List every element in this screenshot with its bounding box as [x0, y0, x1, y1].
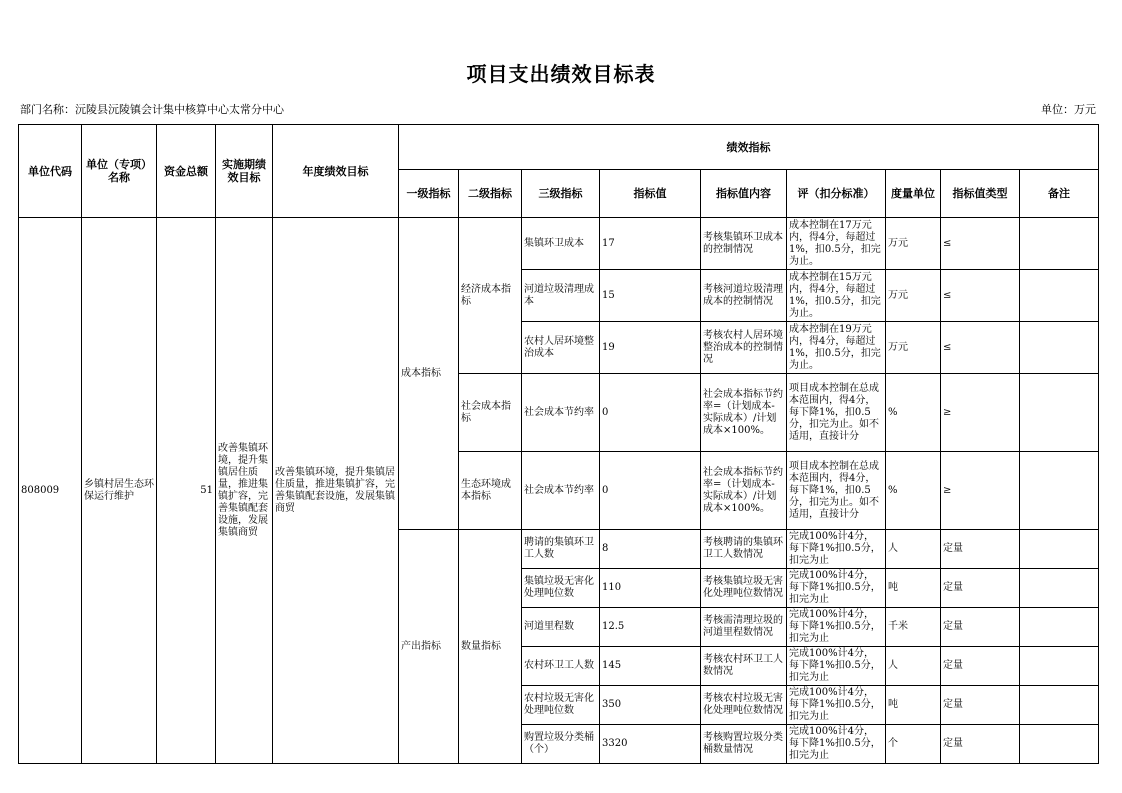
content-cell: 考核河道垃圾清理成本的控制情况 — [701, 270, 787, 322]
performance-table — [18, 124, 1099, 764]
header-level3: 三级指标 — [522, 170, 600, 218]
header-remark: 备注 — [1020, 170, 1099, 218]
total-funds-cell: 51 — [157, 218, 216, 764]
level3-cell: 聘请的集镇环卫工人数 — [522, 530, 600, 569]
remark-cell — [1020, 530, 1099, 569]
remark-cell — [1020, 374, 1099, 452]
level3-cell: 社会成本节约率 — [522, 452, 600, 530]
header-content: 指标值内容 — [701, 170, 787, 218]
type-cell: ≤ — [941, 270, 1020, 322]
unit-cell: % — [886, 374, 941, 452]
type-cell: 定量 — [941, 569, 1020, 608]
type-cell: 定量 — [941, 608, 1020, 647]
value-cell: 350 — [600, 686, 701, 725]
level3-cell: 农村环卫工人数 — [522, 647, 600, 686]
level3-cell: 购置垃圾分类桶（个） — [522, 725, 600, 764]
value-cell: 0 — [600, 374, 701, 452]
level2-economic-cell: 经济成本指标 — [459, 218, 522, 374]
remark-cell — [1020, 322, 1099, 374]
unit-name-cell: 乡镇村居生态环保运行维护 — [82, 218, 157, 764]
scoring-cell: 项目成本控制在总成本范围内，得4分，每下降1%，扣0.5分，扣完为止。如不适用，直接计分 — [787, 452, 886, 530]
level3-cell: 河道里程数 — [522, 608, 600, 647]
content-cell: 考核集镇垃圾无害化处理吨位数情况 — [701, 569, 787, 608]
scoring-cell: 完成100%计4分，每下降1%扣0.5分，扣完为止 — [787, 569, 886, 608]
header-value-type: 指标值类型 — [941, 170, 1020, 218]
unit-cell: 万元 — [886, 270, 941, 322]
value-cell: 15 — [600, 270, 701, 322]
remark-cell — [1020, 647, 1099, 686]
content-cell: 考核农村人居环境整治成本的控制情况 — [701, 322, 787, 374]
level3-cell: 社会成本节约率 — [522, 374, 600, 452]
value-cell: 3320 — [600, 725, 701, 764]
header-scoring: 评（扣分标准） — [787, 170, 886, 218]
level3-cell: 河道垃圾清理成本 — [522, 270, 600, 322]
remark-cell — [1020, 686, 1099, 725]
value-cell: 110 — [600, 569, 701, 608]
value-cell: 145 — [600, 647, 701, 686]
type-cell: 定量 — [941, 647, 1020, 686]
scoring-cell: 项目成本控制在总成本范围内，得4分，每下降1%，扣0.5分，扣完为止。如不适用，直接计分 — [787, 374, 886, 452]
header-value: 指标值 — [600, 170, 701, 218]
value-cell: 12.5 — [600, 608, 701, 647]
unit-cell: 个 — [886, 725, 941, 764]
unit-cell: 万元 — [886, 322, 941, 374]
level3-cell: 集镇环卫成本 — [522, 218, 600, 270]
type-cell: ≤ — [941, 218, 1020, 270]
header-period-goal: 实施期绩效目标 — [216, 125, 273, 218]
scoring-cell: 完成100%计4分，每下降1%扣0.5分，扣完为止 — [787, 725, 886, 764]
level2-quantity-cell: 数量指标 — [459, 530, 522, 764]
unit-label: 单位：万元 — [1041, 103, 1096, 116]
value-cell: 0 — [600, 452, 701, 530]
value-cell: 8 — [600, 530, 701, 569]
content-cell: 考核农村垃圾无害化处理吨位数情况 — [701, 686, 787, 725]
level2-social-cell: 社会成本指标 — [459, 374, 522, 452]
content-cell: 社会成本指标节约率=（计划成本-实际成本）/计划成本×100%。 — [701, 374, 787, 452]
level3-cell: 农村垃圾无害化处理吨位数 — [522, 686, 600, 725]
unit-cell: 人 — [886, 647, 941, 686]
table-row — [19, 218, 1099, 270]
value-cell: 19 — [600, 322, 701, 374]
content-cell: 社会成本指标节约率=（计划成本-实际成本）/计划成本×100%。 — [701, 452, 787, 530]
content-cell: 考核聘请的集镇环卫工人数情况 — [701, 530, 787, 569]
annual-goal-cell: 改善集镇环境，提升集镇居住质量，推进集镇扩容，完善集镇配套设施，发展集镇商贸 — [273, 218, 399, 764]
type-cell: 定量 — [941, 530, 1020, 569]
unit-cell: % — [886, 452, 941, 530]
unit-cell: 人 — [886, 530, 941, 569]
content-cell: 考核农村环卫工人数情况 — [701, 647, 787, 686]
value-cell: 17 — [600, 218, 701, 270]
remark-cell — [1020, 270, 1099, 322]
type-cell: 定量 — [941, 686, 1020, 725]
header-unit-code: 单位代码 — [19, 125, 82, 218]
type-cell: ≥ — [941, 374, 1020, 452]
header-measure-unit: 度量单位 — [886, 170, 941, 218]
header-level2: 二级指标 — [459, 170, 522, 218]
remark-cell — [1020, 452, 1099, 530]
header-total-funds: 资金总额 — [157, 125, 216, 218]
type-cell: ≥ — [941, 452, 1020, 530]
unit-cell: 千米 — [886, 608, 941, 647]
level1-output-cell: 产出指标 — [399, 530, 459, 764]
remark-cell — [1020, 218, 1099, 270]
unit-cell: 万元 — [886, 218, 941, 270]
level2-ecological-cell: 生态环境成本指标 — [459, 452, 522, 530]
remark-cell — [1020, 725, 1099, 764]
scoring-cell: 完成100%计4分，每下降1%扣0.5分，扣完为止 — [787, 608, 886, 647]
content-cell: 考核购置垃圾分类桶数量情况 — [701, 725, 787, 764]
page-title: 项目支出绩效目标表 — [466, 62, 656, 86]
type-cell: ≤ — [941, 322, 1020, 374]
unit-cell: 吨 — [886, 686, 941, 725]
period-goal-cell: 改善集镇环境，提升集镇居住质量，推进集镇扩容，完善集镇配套设施，发展集镇商贸 — [216, 218, 273, 764]
header-level1: 一级指标 — [399, 170, 459, 218]
scoring-cell: 完成100%计4分，每下降1%扣0.5分，扣完为止 — [787, 686, 886, 725]
header-perf-indicators: 绩效指标 — [399, 125, 1099, 170]
scoring-cell: 成本控制在19万元内，得4分，每超过1%，扣0.5分，扣完为止。 — [787, 322, 886, 374]
level3-cell: 集镇垃圾无害化处理吨位数 — [522, 569, 600, 608]
scoring-cell: 成本控制在17万元内，得4分，每超过1%，扣0.5分，扣完为止。 — [787, 218, 886, 270]
unit-code-cell: 808009 — [19, 218, 82, 764]
unit-cell: 吨 — [886, 569, 941, 608]
header-annual-goal: 年度绩效目标 — [273, 125, 399, 218]
type-cell: 定量 — [941, 725, 1020, 764]
remark-cell — [1020, 569, 1099, 608]
level3-cell: 农村人居环境整治成本 — [522, 322, 600, 374]
scoring-cell: 成本控制在15万元内，得4分，每超过1%，扣0.5分，扣完为止。 — [787, 270, 886, 322]
scoring-cell: 完成100%计4分，每下降1%扣0.5分，扣完为止 — [787, 530, 886, 569]
content-cell: 考核集镇环卫成本的控制情况 — [701, 218, 787, 270]
level1-cost-cell: 成本指标 — [399, 218, 459, 530]
remark-cell — [1020, 608, 1099, 647]
header-unit-name: 单位（专项）名称 — [82, 125, 157, 218]
department-name: 部门名称：沅陵县沅陵镇会计集中核算中心太常分中心 — [20, 103, 284, 116]
scoring-cell: 完成100%计4分，每下降1%扣0.5分，扣完为止 — [787, 647, 886, 686]
content-cell: 考核需清理垃圾的河道里程数情况 — [701, 608, 787, 647]
